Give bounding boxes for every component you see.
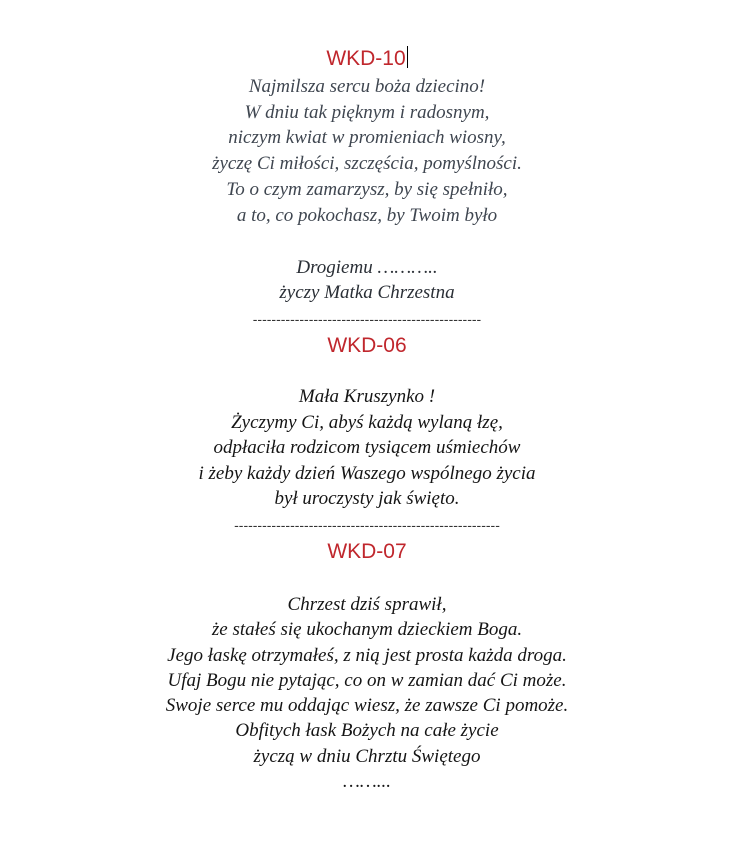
section-code-wkd-07: WKD-07 — [327, 540, 407, 563]
section-divider: ------------------------------------------------- — [252, 312, 482, 326]
text-cursor — [407, 46, 408, 68]
verse-wkd-07 — [0, 592, 734, 794]
verse-line: życzą w dniu Chrztu Świętego — [253, 745, 481, 767]
verse-line: i żeby każdy dzień Waszego wspólnego życia — [198, 462, 536, 484]
verse-line: że stałeś się ukochanym dzieckiem Boga. — [211, 619, 523, 641]
verse-line: Obfitych łask Bożych na całe życie — [235, 720, 499, 742]
signature-line: Drogiemu ……….. — [296, 257, 438, 278]
verse-line: To o czym zamarzysz, by się spełniło, — [226, 178, 508, 200]
verse-line: W dniu tak pięknym i radosnym, — [244, 101, 490, 123]
verse-line: odpłaciła rodzicom tysiącem uśmiechów — [213, 437, 521, 458]
verse-line: był uroczysty jak święto. — [274, 488, 460, 509]
verse-line: niczym kwiat w promieniach wiosny, — [228, 127, 506, 149]
verse-wkd-10 — [0, 74, 734, 228]
signature-line: życzy Matka Chrzestna — [279, 282, 455, 303]
verse-line: Najmilsza sercu boża dziecino! — [248, 76, 486, 97]
verse-line: a to, co pokochasz, by Twoim było — [236, 204, 498, 226]
verse-line: życzę Ci miłości, szczęścia, pomyślności. — [212, 153, 522, 175]
section-code-text: WKD-10 — [326, 47, 406, 70]
verse-line: Swoje serce mu oddając wiesz, że zawsze Ci pomoże. — [165, 695, 569, 717]
verse-wkd-06 — [0, 384, 734, 512]
verse-line: Mała Kruszynko ! — [298, 386, 436, 407]
verse-line: ……... — [342, 771, 392, 793]
section-code-wkd-06: WKD-06 — [327, 334, 407, 357]
verse-line: Chrzest dziś sprawił, — [287, 594, 447, 615]
signature-wkd-10 — [0, 255, 734, 305]
verse-line: Ufaj Bogu nie pytając, co on w zamian dać Ci może. — [167, 669, 567, 691]
verse-line: Jego łaskę otrzymałeś, z nią jest prosta każda droga. — [167, 644, 567, 666]
verse-line: Życzymy Ci, abyś każdą wylaną łzę, — [231, 411, 503, 433]
section-code-wkd-10 — [0, 46, 734, 72]
section-divider: --------------------------------------------------------- — [234, 518, 500, 532]
